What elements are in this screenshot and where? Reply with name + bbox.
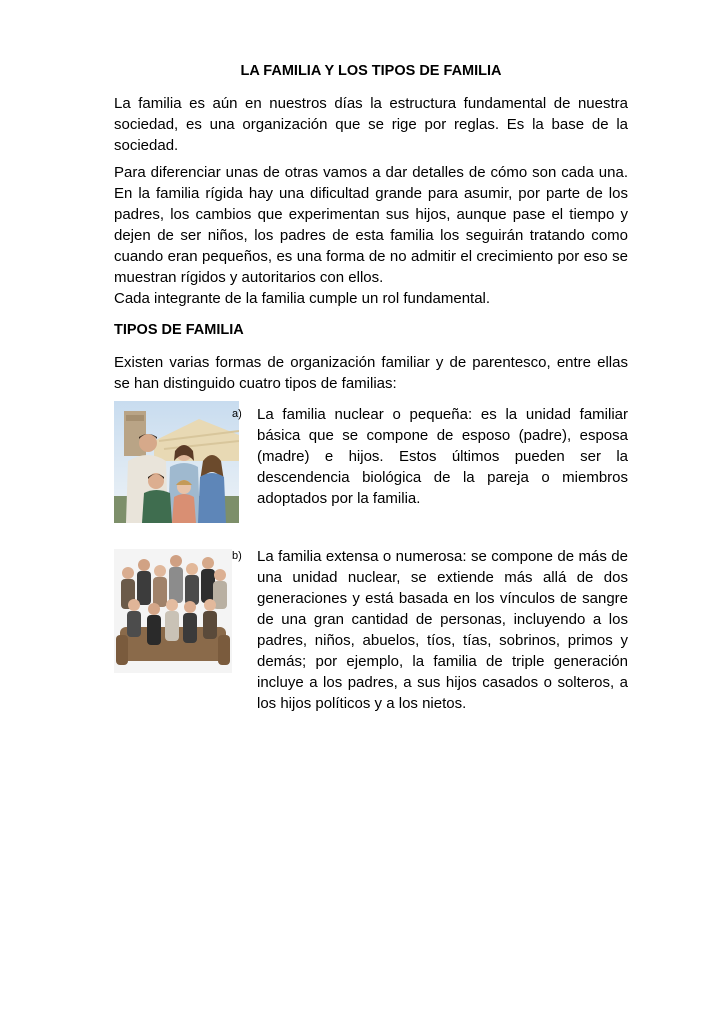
document-title: LA FAMILIA Y LOS TIPOS DE FAMILIA [240, 63, 502, 79]
rigid-family-paragraph: Para diferenciar unas de otras vamos a dar detalles de cómo son cada una. En la familia rígida hay una dificultad grande para asumir, por parte de los padres, los cambios que experimentan sus hijos, aunque pase el tiempo y dejen de ser niños, los padres de esta familia los seguirán tratando como cuando eran pequeños, es una forma de no admitir el crecimiento por eso se muestran rígidos y autoritarios con ellos. [114, 164, 628, 286]
extended-family-photo [114, 549, 232, 673]
list-marker-a: a) [232, 408, 242, 420]
types-intro-paragraph: Existen varias formas de organización familiar y de parentesco, entre ellas se han distinguido cuatro tipos de familias: [114, 354, 628, 392]
roles-paragraph: Cada integrante de la familia cumple un rol fundamental. [114, 290, 491, 307]
extended-family-item: La familia extensa o numerosa: se compone de más de una unidad nuclear, se extiende más allá de dos generaciones y está basada en los vínculos de sangre de una gran cantidad de personas, incluyendo a los padres, niños, abuelos, tíos, tías, sobrinos, primos y demás; por ejemplo, la familia de triple generación incluye a los padres, a sus hijos casados o solteros, a los hijos políticos y a los nietos. [257, 548, 628, 712]
list-marker-b: b) [232, 550, 242, 562]
intro-paragraph: La familia es aún en nuestros días la estructura fundamental de nuestra sociedad, es una organización que se rige por reglas. Es la base de la sociedad. [114, 95, 628, 154]
nuclear-family-photo [114, 401, 239, 523]
section-heading: TIPOS DE FAMILIA [114, 322, 244, 338]
nuclear-family-item: La familia nuclear o pequeña: es la unidad familiar básica que se compone de esposo (padre), esposa (madre) e hijos. Estos últimos pueden ser la descendencia biológica de la pareja o miembros adoptados por la familia. [257, 406, 628, 507]
